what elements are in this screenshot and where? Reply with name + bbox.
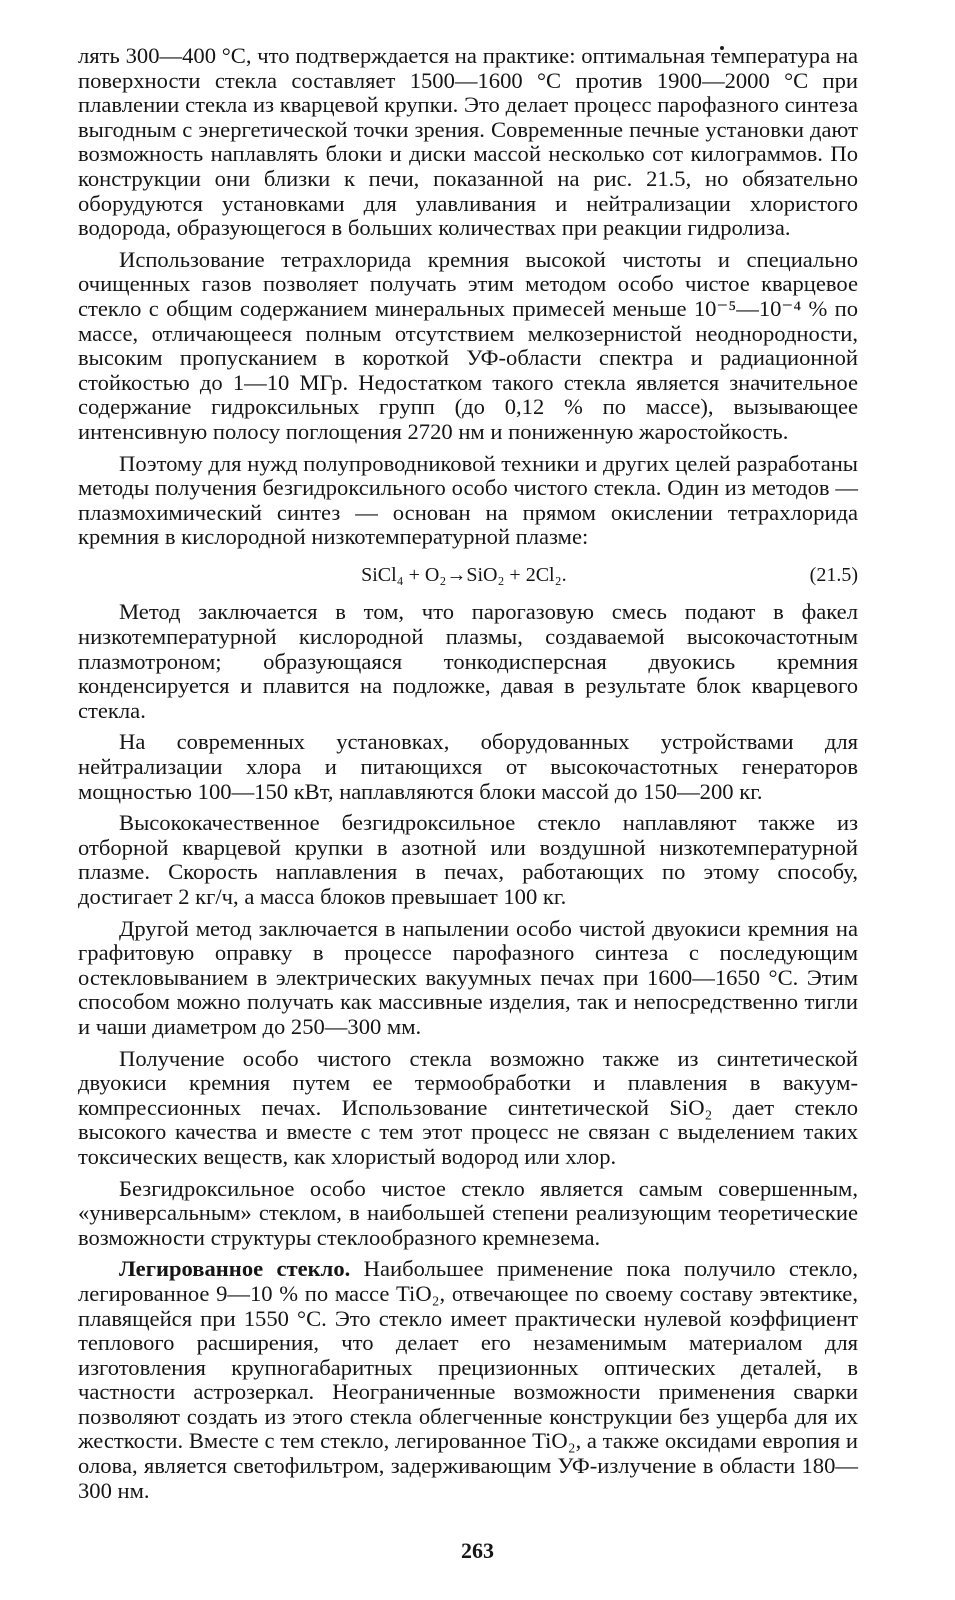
document-page — [78, 44, 858, 1510]
paragraph-1: лять 300—400 °С, что подтверждается на практике: оптимальная температура на поверхности стекла составляет 1500—1600 °С против 1900—2000 °С при плавлении стекла из кварцевой крупки. Это делает процесс парофазного синтеза выгодным с энергетической точки зрения. Современные печные установки дают возможность наплавлять блоки и диски массой несколько сот килограммов. По конструкции они близки к печи, показанной на рис. 21.5, но обязательно оборудуются установками для улавливания и нейтрализации хлористого водорода, образующегося в больших количествах при реакции гидролиза. — [78, 43, 858, 241]
paragraph-10-text: Наибольшее применение пока получило стекло, легированное 9—10 % по массе TiO₂, отвечающее по своему составу эвтектике, плавящейся при 1550 °С. Это стекло имеет практически нулевой коэффициент теплового расширения, что делает его незаменимым материалом для изготовления крупногабаритных прецизионных оптических деталей, в частности астрозеркал. Неограниченные возможности применения сварки позволяют создать из этого стекла облегченные конструкции без ущерба для их жесткости. Вместе с тем стекло, легированное TiO₂, а также оксидами европия и олова, является светофильтром, задерживающим УФ-излучение в области 180—300 нм. — [78, 1256, 858, 1503]
equation-number: (21.5) — [809, 563, 858, 586]
paragraph-3: Поэтому для нужд полупроводниковой техники и других целей разработаны методы получения безгидроксильного особо чистого стекла. Один из методов — плазмохимический синтез — основан на прямом окислении тетрахлорида кремния в кислородной низкотемпературной плазме: — [78, 450, 858, 550]
paragraph-9: Безгидроксильное особо чистое стекло является самым совершенным, «универсальным» стеклом, в наибольшей степени реализующим теоретические возможности структуры стеклообразного кремнезема. — [78, 1175, 858, 1250]
paragraph-5: На современных установках, оборудованных устройствами для нейтрализации хлора и питающихся от высокочастотных генераторов мощностью 100—150 кВт, наплавляются блоки массой до 150—200 кг. — [78, 729, 858, 804]
paragraph-6: Высококачественное безгидроксильное стекло наплавляют также из отборной кварцевой крупки в азотной или воздушной низкотемпературной плазме. Скорость наплавления в печах, работающих по этому способу, достигает 2 кг/ч, а масса блоков превышает 100 кг. — [78, 810, 858, 909]
paragraph-2: Использование тетрахлорида кремния высокой чистоты и специально очищенных газов позволяет получать этим методом особо чистое кварцевое стекло с общим содержанием минеральных примесей меньше 10⁻⁵—10⁻⁴ % по массе, отличающееся полным отсутствием мелкозернистой неоднородности, высоким пропусканием в короткой УФ-области спектра и радиационной стойкостью до 1—10 МГр. Недостатком такого стекла является значительное содержание гидроксильных групп (до 0,12 % по массе), вызывающее интенсивную полосу поглощения 2720 нм и пониженную жаростойкость. — [78, 246, 858, 444]
paragraph-4: Метод заключается в том, что парогазовую смесь подают в факел низкотемпературной кислородной плазмы, создаваемой высокочастотным плазмотроном; образующаяся тонкодисперсная двуокись кремния конденсируется и плавится на подложке, давая в результате блок кварцевого стекла. — [78, 599, 858, 723]
equation-formula: SiCl₄ + O₂→SiO₂ + 2Cl₂. — [361, 563, 567, 586]
paragraph-8: Получение особо чистого стекла возможно также из синтетической двуокиси кремния путем ее термообработки и плавления в вакуум-компрессионных печах. Использование синтетической SiO₂ дает стекло высокого качества и вместе с тем этот процесс не связан с выделением таких токсических веществ, как хлористый водород или хлор. — [78, 1045, 858, 1169]
paragraph-10 — [78, 1257, 858, 1503]
page-number: 263 — [461, 1538, 494, 1563]
equation-21-5 — [78, 563, 858, 588]
paragraph-7: Другой метод заключается в напылении особо чистой двуокиси кремния на графитовую оправку в процессе парофазного синтеза с последующим остекловыванием в электрических вакуумных печах при 1600—1650 °С. Этим способом можно получать как массивные изделия, так и непосредственно тигли и чаши диаметром до 250—300 мм. — [78, 915, 858, 1039]
section-heading: Легированное стекло. — [119, 1256, 351, 1282]
